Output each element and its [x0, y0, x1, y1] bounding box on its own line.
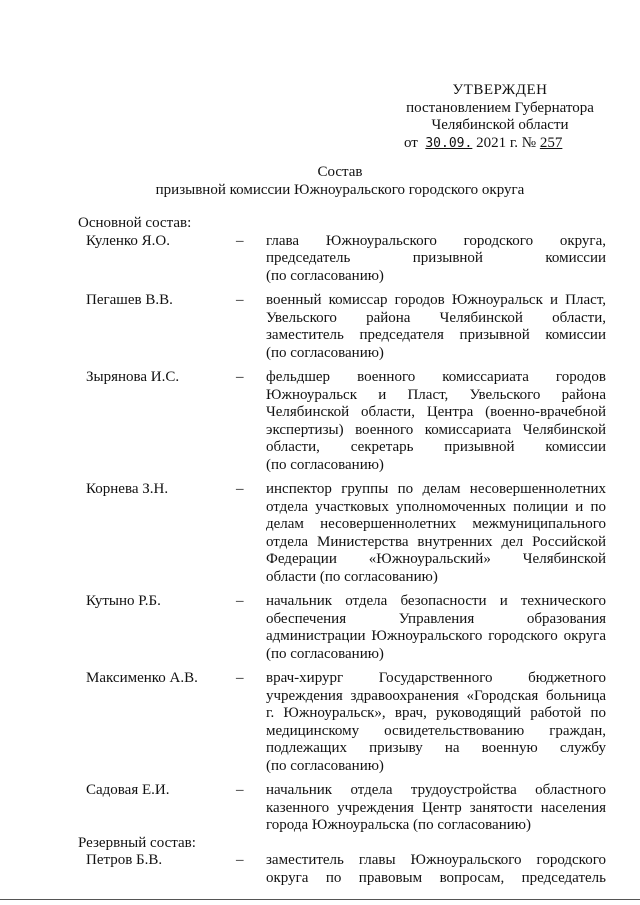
approval-line-1: постановлением Губернатора	[406, 99, 594, 116]
member-gap	[78, 775, 606, 782]
member-dash: –	[236, 852, 244, 868]
heading-line-2: призывной комиссии Южноуральского городского округа	[155, 181, 525, 198]
approval-date-line	[404, 135, 620, 153]
member-role-line: Челябинской области, Центра (военно-врачебной	[266, 404, 606, 420]
member-role-line: (по согласованию)	[266, 645, 384, 662]
member-role-line: глава Южноуральского городского округа,	[266, 232, 606, 249]
member-dash: –	[236, 369, 244, 385]
heading-line-1: Состав	[317, 164, 363, 180]
member-role-line: начальник отдела безопасности и технического	[266, 593, 606, 609]
member-row	[78, 852, 606, 887]
member-role	[266, 593, 606, 663]
member-gap	[78, 362, 606, 369]
page-bottom-rule	[0, 899, 640, 900]
member-role-line: экспертизы) военного комиссариата Челябинской	[266, 421, 606, 438]
member-role-line: области, секретарь призывной комиссии	[266, 439, 606, 455]
member-row	[78, 782, 606, 835]
member-role-line: г. Южноуральск», врач, руководящий работой по	[266, 705, 606, 721]
member-role-line: Южноуральск и Пласт, Увельского района	[266, 386, 606, 403]
member-role	[266, 852, 606, 887]
member-role-line: заместитель председателя призывной комиссии	[266, 327, 606, 343]
member-name: Корнева З.Н.	[86, 481, 169, 497]
member-row	[78, 292, 606, 362]
member-gap	[78, 586, 606, 593]
member-dash: –	[236, 782, 244, 798]
approval-year: 2021 г. №	[476, 134, 537, 151]
approval-title: УТВЕРЖДЕН	[452, 82, 548, 98]
member-row	[78, 481, 606, 586]
member-name: Петров Б.В.	[86, 852, 163, 868]
member-role-line: (по согласованию)	[266, 757, 384, 774]
member-gap	[78, 474, 606, 481]
member-dash: –	[236, 292, 244, 308]
commission-list	[78, 215, 606, 887]
approval-date: 30.09.	[425, 135, 473, 151]
member-role-line: казенного учреждения Центр занятости населения	[266, 799, 606, 816]
member-dash: –	[236, 232, 244, 249]
reserve-section-label: Резервный состав:	[78, 834, 196, 851]
approval-line-2: Челябинской области	[431, 117, 569, 133]
member-dash: –	[236, 481, 244, 497]
member-role-line: администрации Южноуральского городского округа	[266, 628, 606, 644]
member-role-line: (по согласованию)	[266, 267, 384, 284]
approval-number: 257	[539, 134, 563, 151]
member-role-line: области (по согласованию)	[266, 568, 438, 585]
member-name: Кутыно Р.Б.	[86, 593, 161, 609]
member-row	[78, 369, 606, 474]
member-row	[78, 233, 606, 286]
main-section-label: Основной состав:	[78, 215, 192, 231]
member-row	[78, 593, 606, 663]
member-role-line: (по согласованию)	[266, 344, 384, 361]
member-role-line: округа по правовым вопросам, председатель	[266, 869, 606, 886]
document-heading	[80, 164, 600, 199]
approval-date-prefix: от	[404, 134, 418, 151]
member-role-line: военный комиссар городов Южноуральск и Пласт,	[266, 292, 606, 308]
member-role	[266, 670, 606, 775]
member-gap	[78, 663, 606, 670]
member-role-line: делам несовершеннолетних межмуниципального	[266, 516, 606, 532]
member-role-line: фельдшер военного комиссариата городов	[266, 369, 606, 385]
member-row	[78, 670, 606, 775]
member-role	[266, 369, 606, 474]
member-role-line: инспектор группы по делам несовершеннолетних	[266, 481, 606, 497]
member-role-line: (по согласованию)	[266, 456, 384, 473]
member-role-line: отдела участковых уполномоченных полиции и по	[266, 498, 606, 515]
member-dash: –	[236, 670, 244, 686]
member-role-line: подлежащих призыву на военную службу	[266, 740, 606, 756]
member-name: Максименко А.В.	[86, 670, 198, 686]
member-role-line: начальник отдела трудоустройства областного	[266, 782, 606, 798]
member-role-line: заместитель главы Южноуральского городского	[266, 852, 606, 868]
member-role-line: обеспечения Управления образования	[266, 610, 606, 627]
reserve-members	[78, 852, 606, 887]
member-dash: –	[236, 593, 244, 609]
member-name: Куленко Я.О.	[86, 232, 171, 249]
member-role-line: председатель призывной комиссии	[266, 250, 606, 266]
member-role	[266, 292, 606, 362]
member-role-line: города Южноуральска (по согласованию)	[266, 817, 531, 833]
approval-block	[380, 82, 620, 152]
member-role	[266, 233, 606, 286]
member-role-line: Федерации «Южноуральский» Челябинской	[266, 551, 606, 567]
member-gap	[78, 285, 606, 292]
member-role-line: учреждения здравоохранения «Городская больница	[266, 687, 606, 704]
member-role-line: медицинскому освидетельствованию граждан,	[266, 722, 606, 739]
member-role	[266, 782, 606, 835]
member-name: Зырянова И.С.	[86, 369, 180, 385]
main-members	[78, 233, 606, 835]
member-role-line: отдела Министерства внутренних дел Российской	[266, 533, 606, 550]
member-role	[266, 481, 606, 586]
member-role-line: врач-хирург Государственного бюджетного	[266, 670, 606, 686]
member-name: Пегашев В.В.	[86, 292, 173, 308]
member-role-line: Увельского района Челябинской области,	[266, 309, 606, 326]
member-name: Садовая Е.И.	[86, 782, 170, 798]
